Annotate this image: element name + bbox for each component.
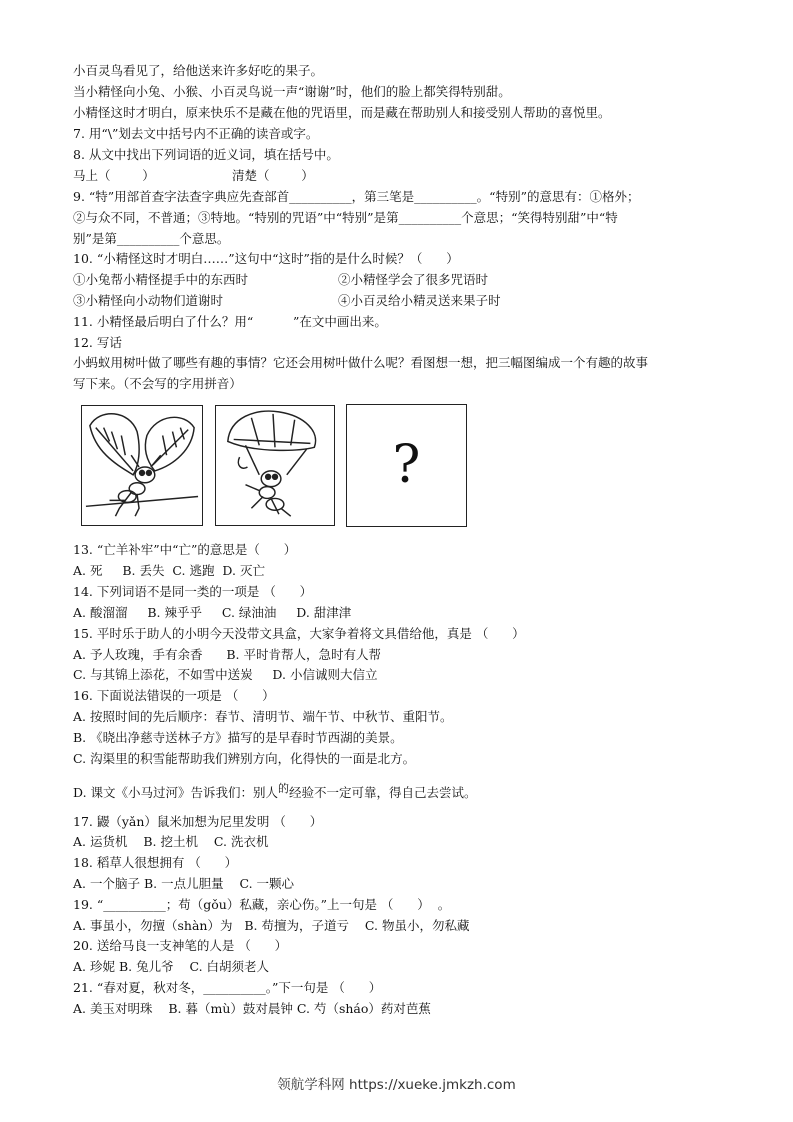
- story-line-1: 小百灵鸟看见了，给他送来许多好吃的果子。: [73, 63, 324, 78]
- question-19-options: A. 事虽小，勿擅（shàn）为 B. 苟擅为，子道亏 C. 物虽小，勿私藏: [73, 918, 470, 933]
- footer-watermark[interactable]: 领航学科网 https://xueke.jmkzh.com: [277, 1077, 516, 1093]
- question-9-line-3: 别”是第__________个意思。: [73, 231, 230, 246]
- question-18-options: A. 一个脑子 B. 一点儿胆量 C. 一颗心: [73, 876, 295, 891]
- question-10-option-1: ①小兔帮小精怪提手中的东西时: [73, 272, 249, 287]
- question-14-options: A. 酸溜溜 B. 辣乎乎 C. 绿油油 D. 甜津津: [73, 605, 352, 620]
- question-11: 11. 小精怪最后明白了什么？用“ ”在文中画出来。: [73, 314, 387, 329]
- question-10-option-3: ③小精怪向小动物们道谢时: [73, 293, 224, 308]
- question-mark: ?: [392, 435, 421, 495]
- question-16-option-b: B. 《晓出净慈寺送林子方》描写的是早春时节西湖的美景。: [73, 730, 403, 745]
- question-17-stem: 17. 鼹（yǎn）鼠米加想为尼里发明 （ ）: [73, 814, 323, 829]
- question-16-option-c: C. 沟渠里的积雪能帮助我们辨别方向，化得快的一面是北方。: [73, 751, 416, 766]
- question-15-options-cd: C. 与其锦上添花，不如雪中送炭 D. 小信诚则大信立: [73, 667, 378, 682]
- question-16-option-d-raised: 的: [278, 782, 290, 795]
- question-12-line-1: 小蚂蚁用树叶做了哪些有趣的事情？它还会用树叶做什么呢？看图想一想，把三幅图编成一个有趣的故事: [73, 355, 649, 370]
- question-15-options-ab: A. 予人玫瑰，手有余香 B. 平时肯帮人，急时有人帮: [73, 647, 381, 662]
- question-20-options: A. 珍妮 B. 兔儿爷 C. 白胡须老人: [73, 959, 270, 974]
- question-9-line-2: ②与众不同，不普通；③特地。“特别的咒语”中“特别”是第__________个意思；“笑得特别甜”中“特: [73, 210, 618, 225]
- ant-leaf-parachute-drawing: [216, 406, 334, 525]
- question-13-stem: 13. “亡羊补牢”中“亡”的意思是（ ）: [73, 542, 297, 557]
- question-10-option-4: ④小百灵给小精灵送来果子时: [338, 293, 501, 308]
- question-16-stem: 16. 下面说法错误的一项是 （ ）: [73, 688, 275, 703]
- question-21-options: A. 美玉对明珠 B. 暮（mù）鼓对晨钟 C. 芍（sháo）药对芭蕉: [73, 1001, 431, 1016]
- question-12-title: 12. 写话: [73, 335, 122, 350]
- ant-leaf-parachute-picture: [215, 405, 335, 526]
- question-12-line-2: 写下来。（不会写的字用拼音）: [73, 376, 242, 391]
- question-16-option-a: A. 按照时间的先后顺序：春节、清明节、端午节、中秋节、重阳节。: [73, 709, 453, 724]
- question-21-stem: 21. “春对夏，秋对冬，__________。”下一句是 （ ）: [73, 980, 382, 995]
- question-16-option-d-part-2: 经验不一定可靠，得自己去尝试。: [289, 785, 477, 800]
- story-line-2: 当小精怪向小兔、小猴、小百灵鸟说一声“谢谢”时，他们的脸上都笑得特别甜。: [73, 84, 511, 99]
- question-18-stem: 18. 稻草人很想拥有 （ ）: [73, 855, 238, 870]
- question-10-stem: 10. “小精怪这时才明白……”这句中“这时”指的是什么时候？（ ）: [73, 251, 459, 266]
- question-16-option-d: [73, 782, 477, 802]
- question-10-option-2: ②小精怪学会了很多咒语时: [338, 272, 489, 287]
- ant-leaf-wings-drawing: [82, 406, 202, 525]
- unknown-scene-picture: [346, 404, 467, 527]
- question-17-options: A. 运货机 B. 挖土机 C. 洗衣机: [73, 834, 269, 849]
- question-8-blank-a: 马上（ ）: [73, 168, 155, 183]
- question-14-stem: 14. 下列词语不是同一类的一项是 （ ）: [73, 584, 313, 599]
- question-8-stem: 8. 从文中找出下列词语的近义词，填在括号中。: [73, 147, 339, 162]
- story-line-3: 小精怪这时才明白，原来快乐不是藏在他的咒语里，而是藏在帮助别人和接受别人帮助的喜悦里。: [73, 105, 611, 120]
- question-9-line-1: 9. “特”用部首查字法查字典应先查部首__________，第三笔是__________。“特别”的意思有：①格外；: [73, 189, 640, 204]
- question-8-blank-b: 清楚（ ）: [232, 168, 314, 183]
- question-13-options: A. 死 B. 丢失 C. 逃跑 D. 灭亡: [73, 563, 265, 578]
- question-19-stem: 19. “__________；苟（gǒu）私藏，亲心伤。”上一句是 （ ） 。: [73, 897, 451, 912]
- question-15-stem: 15. 平时乐于助人的小明今天没带文具盒，大家争着将文具借给他，真是 （ ）: [73, 626, 525, 641]
- question-7: 7. 用“\”划去文中括号内不正确的读音或字。: [73, 126, 319, 141]
- question-16-option-d-part-1: D. 课文《小马过河》告诉我们：别人: [73, 785, 279, 800]
- ant-leaf-wings-picture: [81, 405, 203, 526]
- question-20-stem: 20. 送给马良一支神笔的人是 （ ）: [73, 938, 288, 953]
